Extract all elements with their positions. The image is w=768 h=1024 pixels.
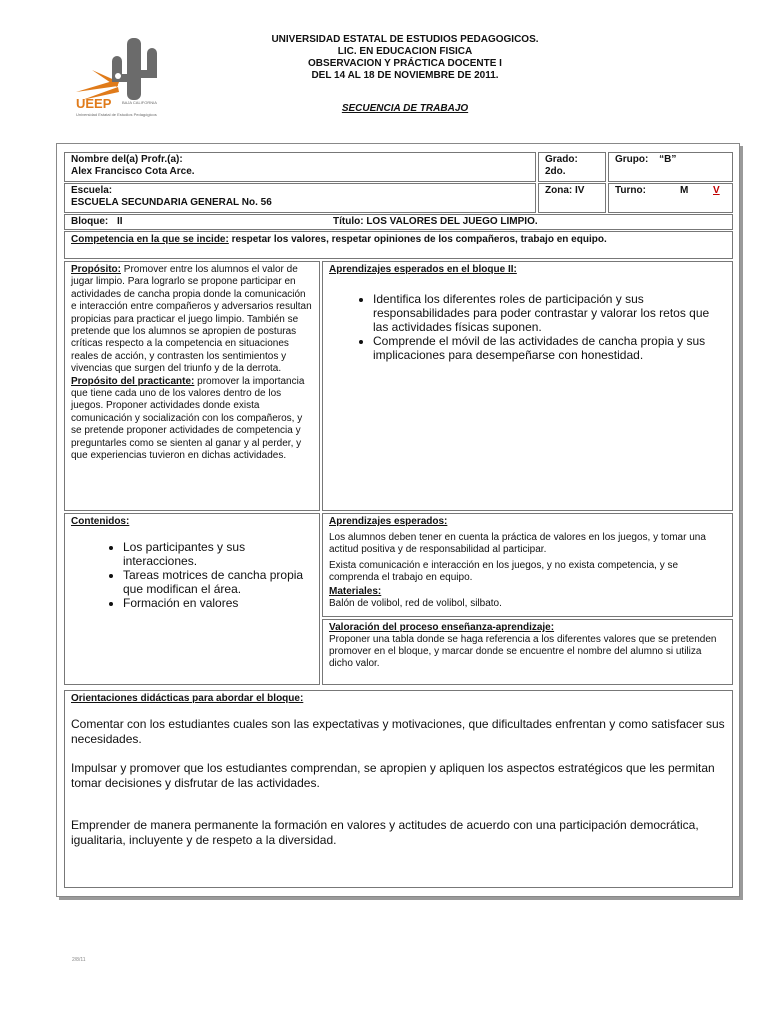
school-value: ESCUELA SECUNDARIA GENERAL No. 56 <box>71 197 272 208</box>
expected-block-list <box>329 292 726 362</box>
title-value: LOS VALORES DEL JUEGO LIMPIO. <box>366 216 538 227</box>
teacher-label: Nombre del(a) Profr.(a): <box>71 154 183 165</box>
shift-label: Turno: <box>615 185 646 196</box>
purpose-text: Promover entre los alumnos el valor de jugar limpio. Para lograrlo se propone participar en actividades de cancha propia donde la comunicación e interacción entre compañeros y adversarios resultan propicias para practicar el juego limpio. También se pretende que los alumnos se apropien de posturas críticas respecto a la competencia en situaciones reales de acción, y contrasten los sentimientos y vivencias que surgen del triunfo y de la derrota. <box>71 264 312 375</box>
contents-label: Contenidos: <box>71 516 130 527</box>
teacher-cell <box>64 152 536 182</box>
guidance-p1: Comentar con los estudiantes cuales son las expectativas y motivaciones, que dificultades enfrentan y como satisfacer sus necesidades. <box>71 717 725 746</box>
expected-block-cell <box>322 261 733 511</box>
contents-list <box>71 540 313 610</box>
header-line-2: LIC. EN EDUCACION FISICA <box>337 46 473 57</box>
competence-label: Competencia en la que se incide: <box>71 234 229 245</box>
shift-v: V <box>713 185 720 196</box>
list-item: • Comprende el móvil de las actividades de cancha propia y sus implicaciones para desempeñarse con honestidad. <box>373 334 726 362</box>
header-line-3: OBSERVACION Y PRÁCTICA DOCENTE I <box>308 58 502 69</box>
group-value: “B” <box>659 154 677 165</box>
block-label: Bloque: <box>71 216 109 227</box>
group-cell <box>608 152 733 182</box>
zone-label: Zona: IV <box>545 185 585 196</box>
competence-cell <box>64 231 733 259</box>
title-label: Título: <box>333 216 364 227</box>
grade-label: Grado: <box>545 154 578 165</box>
assessment-cell <box>322 619 733 685</box>
grade-cell <box>538 152 606 182</box>
purpose-label: Propósito: <box>71 264 121 275</box>
group-label: Grupo: <box>615 154 649 165</box>
shift-cell <box>608 183 733 213</box>
expected-learning-label: Aprendizajes esperados: <box>329 516 448 527</box>
guidance-cell <box>64 690 733 888</box>
guidance-label: Orientaciones didácticas para abordar el bloque: <box>71 693 304 704</box>
assessment-text: Proponer una tabla donde se haga referencia a los diferentes valores que se pretenden promover en el bloque, y marcar donde se encuentre el nombre del alumno si utiliza dicho valor. <box>329 634 717 669</box>
list-item: • Identifica los diferentes roles de participación y sus responsabilidades para poder contrastar y valorar los retos que las actividades físicas suponen. <box>373 292 726 334</box>
purpose-cell <box>64 261 320 511</box>
zone-cell <box>538 183 606 213</box>
guidance-p3: Emprender de manera permanente la formación en valores y actitudes de acuerdo con una participación democrática, igualitaria, incluyente y de respeto a la diversidad. <box>71 818 699 847</box>
footer-note: 2/8/11 <box>72 957 86 963</box>
materials-value: Balón de volibol, red de volibol, silbato. <box>329 598 502 609</box>
header-line-1: UNIVERSIDAD ESTATAL DE ESTUDIOS PEDAGOGICOS. <box>271 34 539 45</box>
school-cell <box>64 183 536 213</box>
list-item: • Los participantes y sus interacciones. <box>123 540 313 568</box>
logo-subtext: BAJA CALIFORNIA <box>122 100 157 105</box>
cactus-logo-icon <box>72 30 182 122</box>
block-value: II <box>117 216 123 227</box>
assessment-label: Valoración del proceso enseñanza-aprendizaje: <box>329 622 555 633</box>
practitioner-purpose-label: Propósito del practicante: <box>71 375 195 387</box>
expected-learning-p2: Exista comunicación e interacción en los juegos, y no exista competencia, y se comprenda el trabajo en equipo. <box>329 560 679 583</box>
work-sequence-form <box>56 143 740 897</box>
document-header <box>200 34 610 82</box>
block-title-cell <box>64 214 733 230</box>
expected-learning-cell <box>322 513 733 617</box>
list-item: • Tareas motrices de cancha propia que modifican el área. <box>123 568 313 596</box>
expected-learning-p1: Los alumnos deben tener en cuenta la práctica de valores en los juegos, y tomar una actitud positiva y de responsabilidad al participar. <box>329 532 706 555</box>
school-label: Escuela: <box>71 185 113 196</box>
teacher-value: Alex Francisco Cota Arce. <box>71 166 195 177</box>
sequence-title: SECUENCIA DE TRABAJO <box>341 103 469 114</box>
university-logo <box>72 30 182 122</box>
practitioner-purpose-text: promover la importancia que tiene cada uno de los valores dentro de los juegos. Proponer actividades donde exista comunicación y socialización con los compañeros, y se pretende proponer actividades de competencia y preguntarles como se sienten al ganar y al perder, y que experiencias tuvieron en dichas actividades. <box>71 375 305 462</box>
materials-label: Materiales: <box>329 586 382 597</box>
guidance-p2: Impulsar y promover que los estudiantes comprendan, se apropien y apliquen los aspectos estratégicos que les permitan tomar decisiones y disfrutar de las actividades. <box>71 761 715 790</box>
contents-cell <box>64 513 320 685</box>
competence-value: respetar los valores, respetar opiniones de los compañeros, trabajo en equipo. <box>231 234 607 245</box>
logo-wordmark: UEEP <box>76 96 112 111</box>
expected-block-label: Aprendizajes esperados en el bloque II: <box>329 264 517 275</box>
grade-value: 2do. <box>545 166 566 177</box>
header-line-4: DEL 14 AL 18 DE NOVIEMBRE DE 2011. <box>311 70 499 81</box>
logo-tagline: Universidad Estatal de Estudios Pedagógicos <box>76 112 157 117</box>
shift-m: M <box>680 185 689 196</box>
list-item: • Formación en valores <box>123 596 313 610</box>
